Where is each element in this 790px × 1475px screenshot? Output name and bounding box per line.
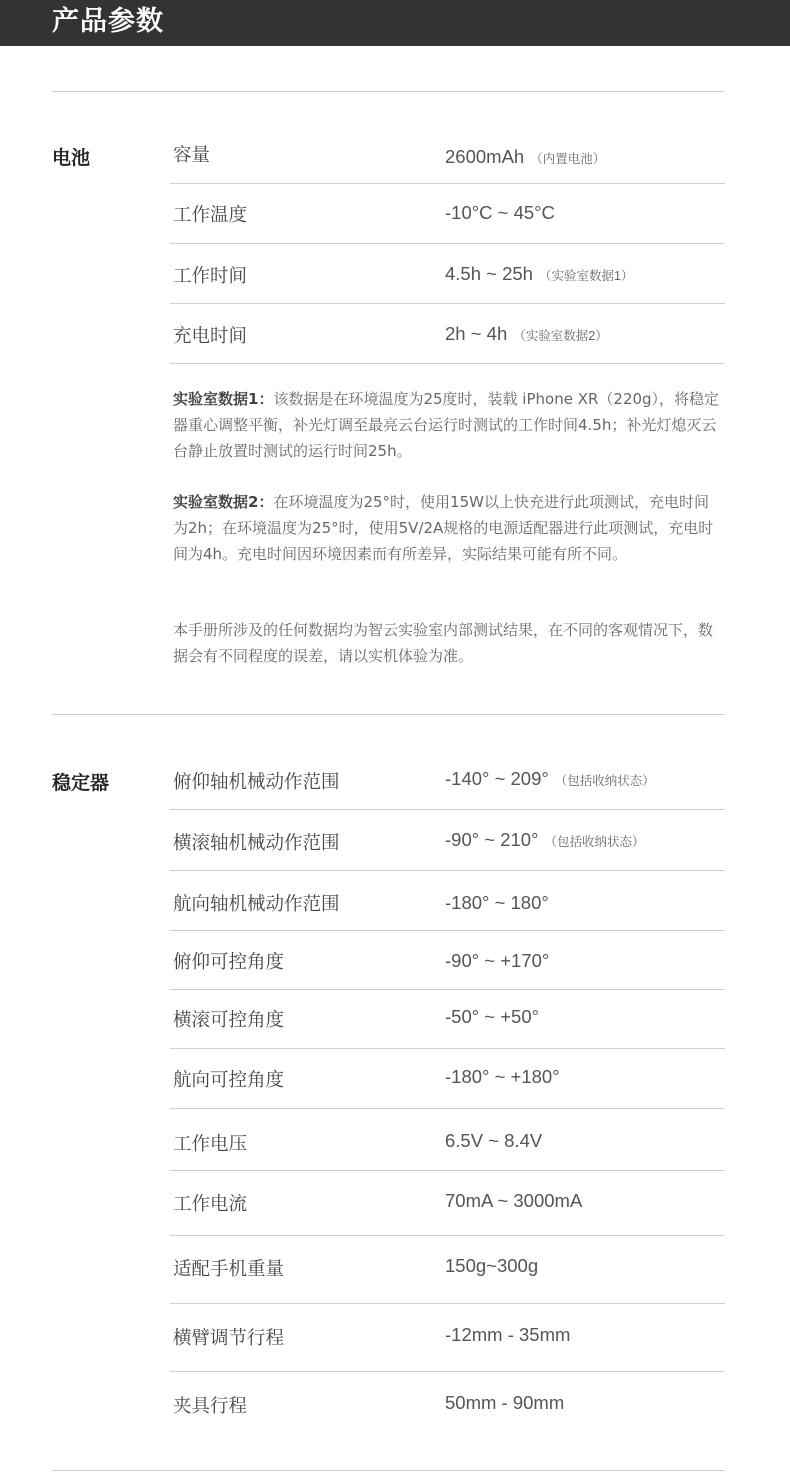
spec-label: 工作温度 — [173, 205, 248, 226]
spec-value: 2600mAh （内置电池） — [445, 146, 606, 167]
spec-label: 横滚轴机械动作范围 — [173, 833, 340, 854]
note-text: 在环境温度为25°时，使用15W以上快充进行此项测试，充电时间为2h；在环境温度为25°时，使用5V/2A规格的电源适配器进行此项测试，充电时间为4h。充电时间因环境因素而有所差异，实际结果可能有所不同。 — [173, 493, 714, 563]
spec-label: 夹具行程 — [173, 1396, 248, 1417]
spec-value: 4.5h ~ 25h （实验室数据1） — [445, 263, 634, 284]
row-divider — [170, 1108, 725, 1109]
row-divider — [170, 1371, 725, 1372]
note-text: 该数据是在环境温度为25度时，装载 iPhone XR（220g），将稳定器重心调整平衡，补光灯调至最亮云台运行时测试的工作时间4.5h；补光灯熄灭云台静止放置时测试的运行时间25h。 — [173, 390, 720, 460]
divider-section — [52, 714, 725, 715]
spec-label: 工作电压 — [173, 1134, 248, 1155]
section-title-battery: 电池 — [52, 147, 91, 169]
spec-value: -12mm - 35mm — [445, 1324, 571, 1345]
spec-label: 航向可控角度 — [173, 1070, 285, 1091]
spec-value: -140° ~ 209° （包括收纳状态） — [445, 768, 655, 789]
row-divider — [170, 1048, 725, 1049]
spec-label: 工作电流 — [173, 1194, 248, 1215]
row-divider — [170, 1235, 725, 1236]
spec-note: （实验室数据2） — [513, 329, 608, 343]
spec-note: （包括收纳状态） — [554, 774, 655, 788]
spec-value: -90° ~ 210° （包括收纳状态） — [445, 829, 645, 850]
spec-label: 俯仰轴机械动作范围 — [173, 772, 340, 793]
spec-value: 150g~300g — [445, 1255, 539, 1276]
section-title-stabilizer: 稳定器 — [52, 772, 110, 794]
spec-label: 横臂调节行程 — [173, 1328, 285, 1349]
spec-note: （包括收纳状态） — [544, 835, 645, 849]
row-divider — [170, 870, 725, 871]
spec-label: 充电时间 — [173, 326, 248, 347]
row-divider — [170, 1170, 725, 1171]
disclaimer-note — [173, 617, 723, 669]
row-divider — [170, 363, 725, 364]
page-header — [0, 0, 790, 46]
spec-value: -180° ~ +180° — [445, 1066, 560, 1087]
spec-note: （实验室数据1） — [538, 269, 634, 283]
spec-label: 适配手机重量 — [173, 1259, 285, 1280]
spec-value: -180° ~ 180° — [445, 892, 549, 913]
lab-note-1 — [173, 386, 723, 464]
row-divider — [170, 243, 725, 244]
spec-label: 工作时间 — [173, 266, 248, 287]
spec-value: -10°C ~ 45°C — [445, 202, 555, 223]
row-divider — [170, 930, 725, 931]
row-divider — [170, 1303, 725, 1304]
note-text: 本手册所涉及的任何数据均为智云实验室内部测试结果，在不同的客观情况下，数据会有不同程度的误差，请以实机体验为准。 — [173, 621, 714, 665]
spec-label: 俯仰可控角度 — [173, 952, 285, 973]
spec-value: -90° ~ +170° — [445, 950, 550, 971]
lab-note-2 — [173, 489, 723, 567]
spec-value: 70mA ~ 3000mA — [445, 1190, 583, 1211]
spec-label: 航向轴机械动作范围 — [173, 894, 340, 915]
row-divider — [170, 989, 725, 990]
row-divider — [170, 809, 725, 810]
spec-label: 横滚可控角度 — [173, 1010, 285, 1031]
spec-value: 6.5V ~ 8.4V — [445, 1130, 543, 1151]
spec-value: 2h ~ 4h （实验室数据2） — [445, 323, 608, 344]
spec-label: 容量 — [173, 145, 211, 166]
divider-bottom — [52, 1470, 725, 1471]
spec-note: （内置电池） — [530, 152, 606, 166]
note-heading: 实验室数据1： — [173, 390, 274, 408]
note-heading: 实验室数据2： — [173, 493, 274, 511]
row-divider — [170, 183, 725, 184]
spec-value: 50mm - 90mm — [445, 1392, 565, 1413]
page-title: 产品参数 — [52, 6, 164, 37]
divider-top — [52, 91, 725, 92]
row-divider — [170, 303, 725, 304]
spec-value: -50° ~ +50° — [445, 1006, 539, 1027]
